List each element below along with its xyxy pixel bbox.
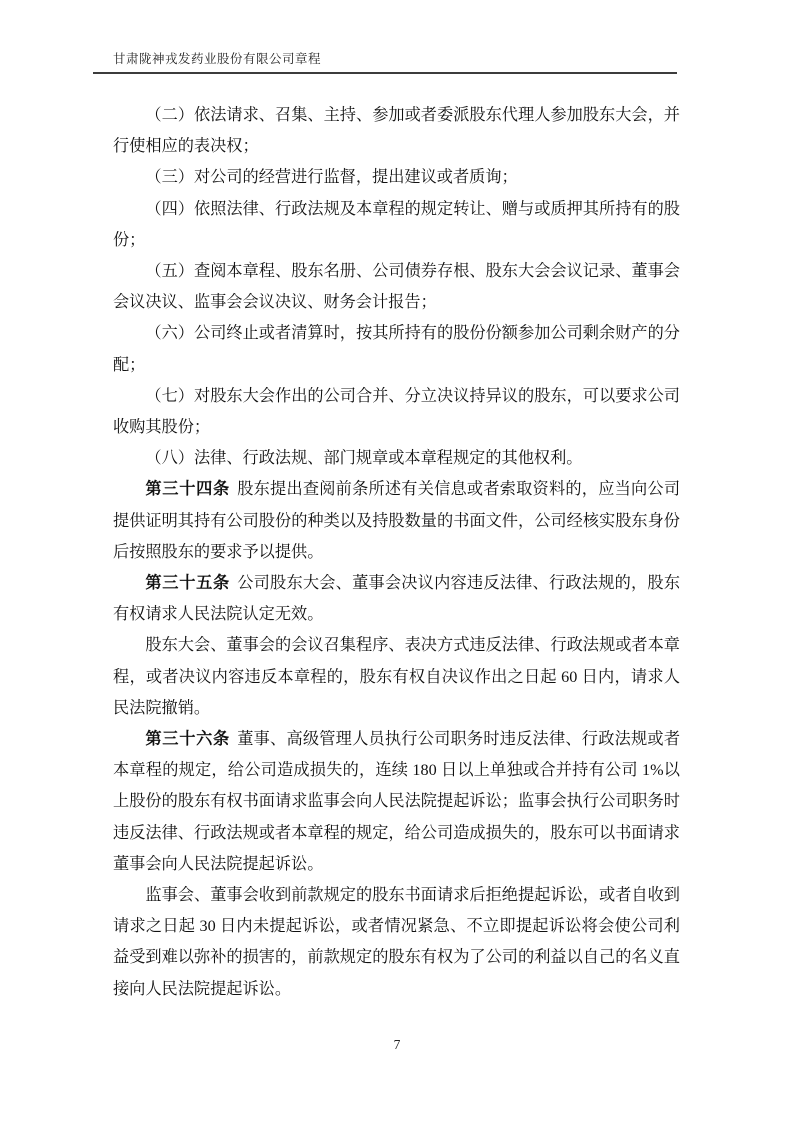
article-number: 第三十四条 xyxy=(145,480,230,499)
header-divider xyxy=(93,72,677,74)
paragraph: （二）依法请求、召集、主持、参加或者委派股东代理人参加股东大会，并行使相应的表决权； xyxy=(113,106,680,156)
page-number: 7 xyxy=(393,1037,401,1052)
paragraph: （三）对公司的经营进行监督，提出建议或者质询； xyxy=(145,168,518,187)
article-paragraph: 第三十五条 公司股东大会、董事会决议内容违反法律、行政法规的，股东有权请求人民法院认定无效。 xyxy=(113,574,681,624)
article-number: 第三十五条 xyxy=(145,574,230,593)
page-footer xyxy=(0,1036,794,1053)
paragraph: （五）查阅本章程、股东名册、公司债券存根、股东大会会议记录、董事会会议决议、监事会会议决议、财务会计报告； xyxy=(113,262,680,312)
paragraph: （六）公司终止或者清算时，按其所持有的股份份额参加公司剩余财产的分配； xyxy=(113,324,680,374)
header-title: 甘肃陇神戎发药业股份有限公司章程 xyxy=(113,52,322,66)
page-header xyxy=(113,52,680,67)
paragraph: （八）法律、行政法规、部门规章或本章程规定的其他权利。 xyxy=(145,449,583,468)
paragraph: 监事会、董事会收到前款规定的股东书面请求后拒绝提起诉讼，或者自收到请求之日起 30 日内未提起诉讼，或者情况紧急、不立即提起诉讼将会使公司利益受到难以弥补的损害的，前款规定的股东有权为了公司的利益以自己的名义直接向人民法院提起诉讼。 xyxy=(113,886,680,998)
paragraph: 股东大会、董事会的会议召集程序、表决方式违反法律、行政法规或者本章程，或者决议内容违反本章程的，股东有权自决议作出之日起 60 日内，请求人民法院撤销。 xyxy=(113,636,680,717)
paragraph: （四）依照法律、行政法规及本章程的规定转让、赠与或质押其所持有的股份； xyxy=(113,199,680,249)
paragraph: （七）对股东大会作出的公司合并、分立决议持异议的股东，可以要求公司收购其股份； xyxy=(113,386,680,437)
article-paragraph: 第三十六条 董事、高级管理人员执行公司职务时违反法律、行政法规或者本章程的规定，给公司造成损失的，连续 180 日以上单独或合并持有公司 1%以上股份的股东有权书面请求监事会向人民法院提起诉讼；监事会执行公司职务时违反法律、行政法规或者本章程的规定，给公司造成损失的，股东可以书面请求董事会向人民法院提起诉讼。 xyxy=(113,730,681,873)
article-number: 第三十六条 xyxy=(145,730,230,749)
article-paragraph: 第三十四条 股东提出查阅前条所述有关信息或者索取资料的，应当向公司提供证明其持有公司股份的种类以及持股数量的书面文件，公司经核实股东身份后按照股东的要求予以提供。 xyxy=(113,480,681,561)
document-body xyxy=(113,100,680,1005)
